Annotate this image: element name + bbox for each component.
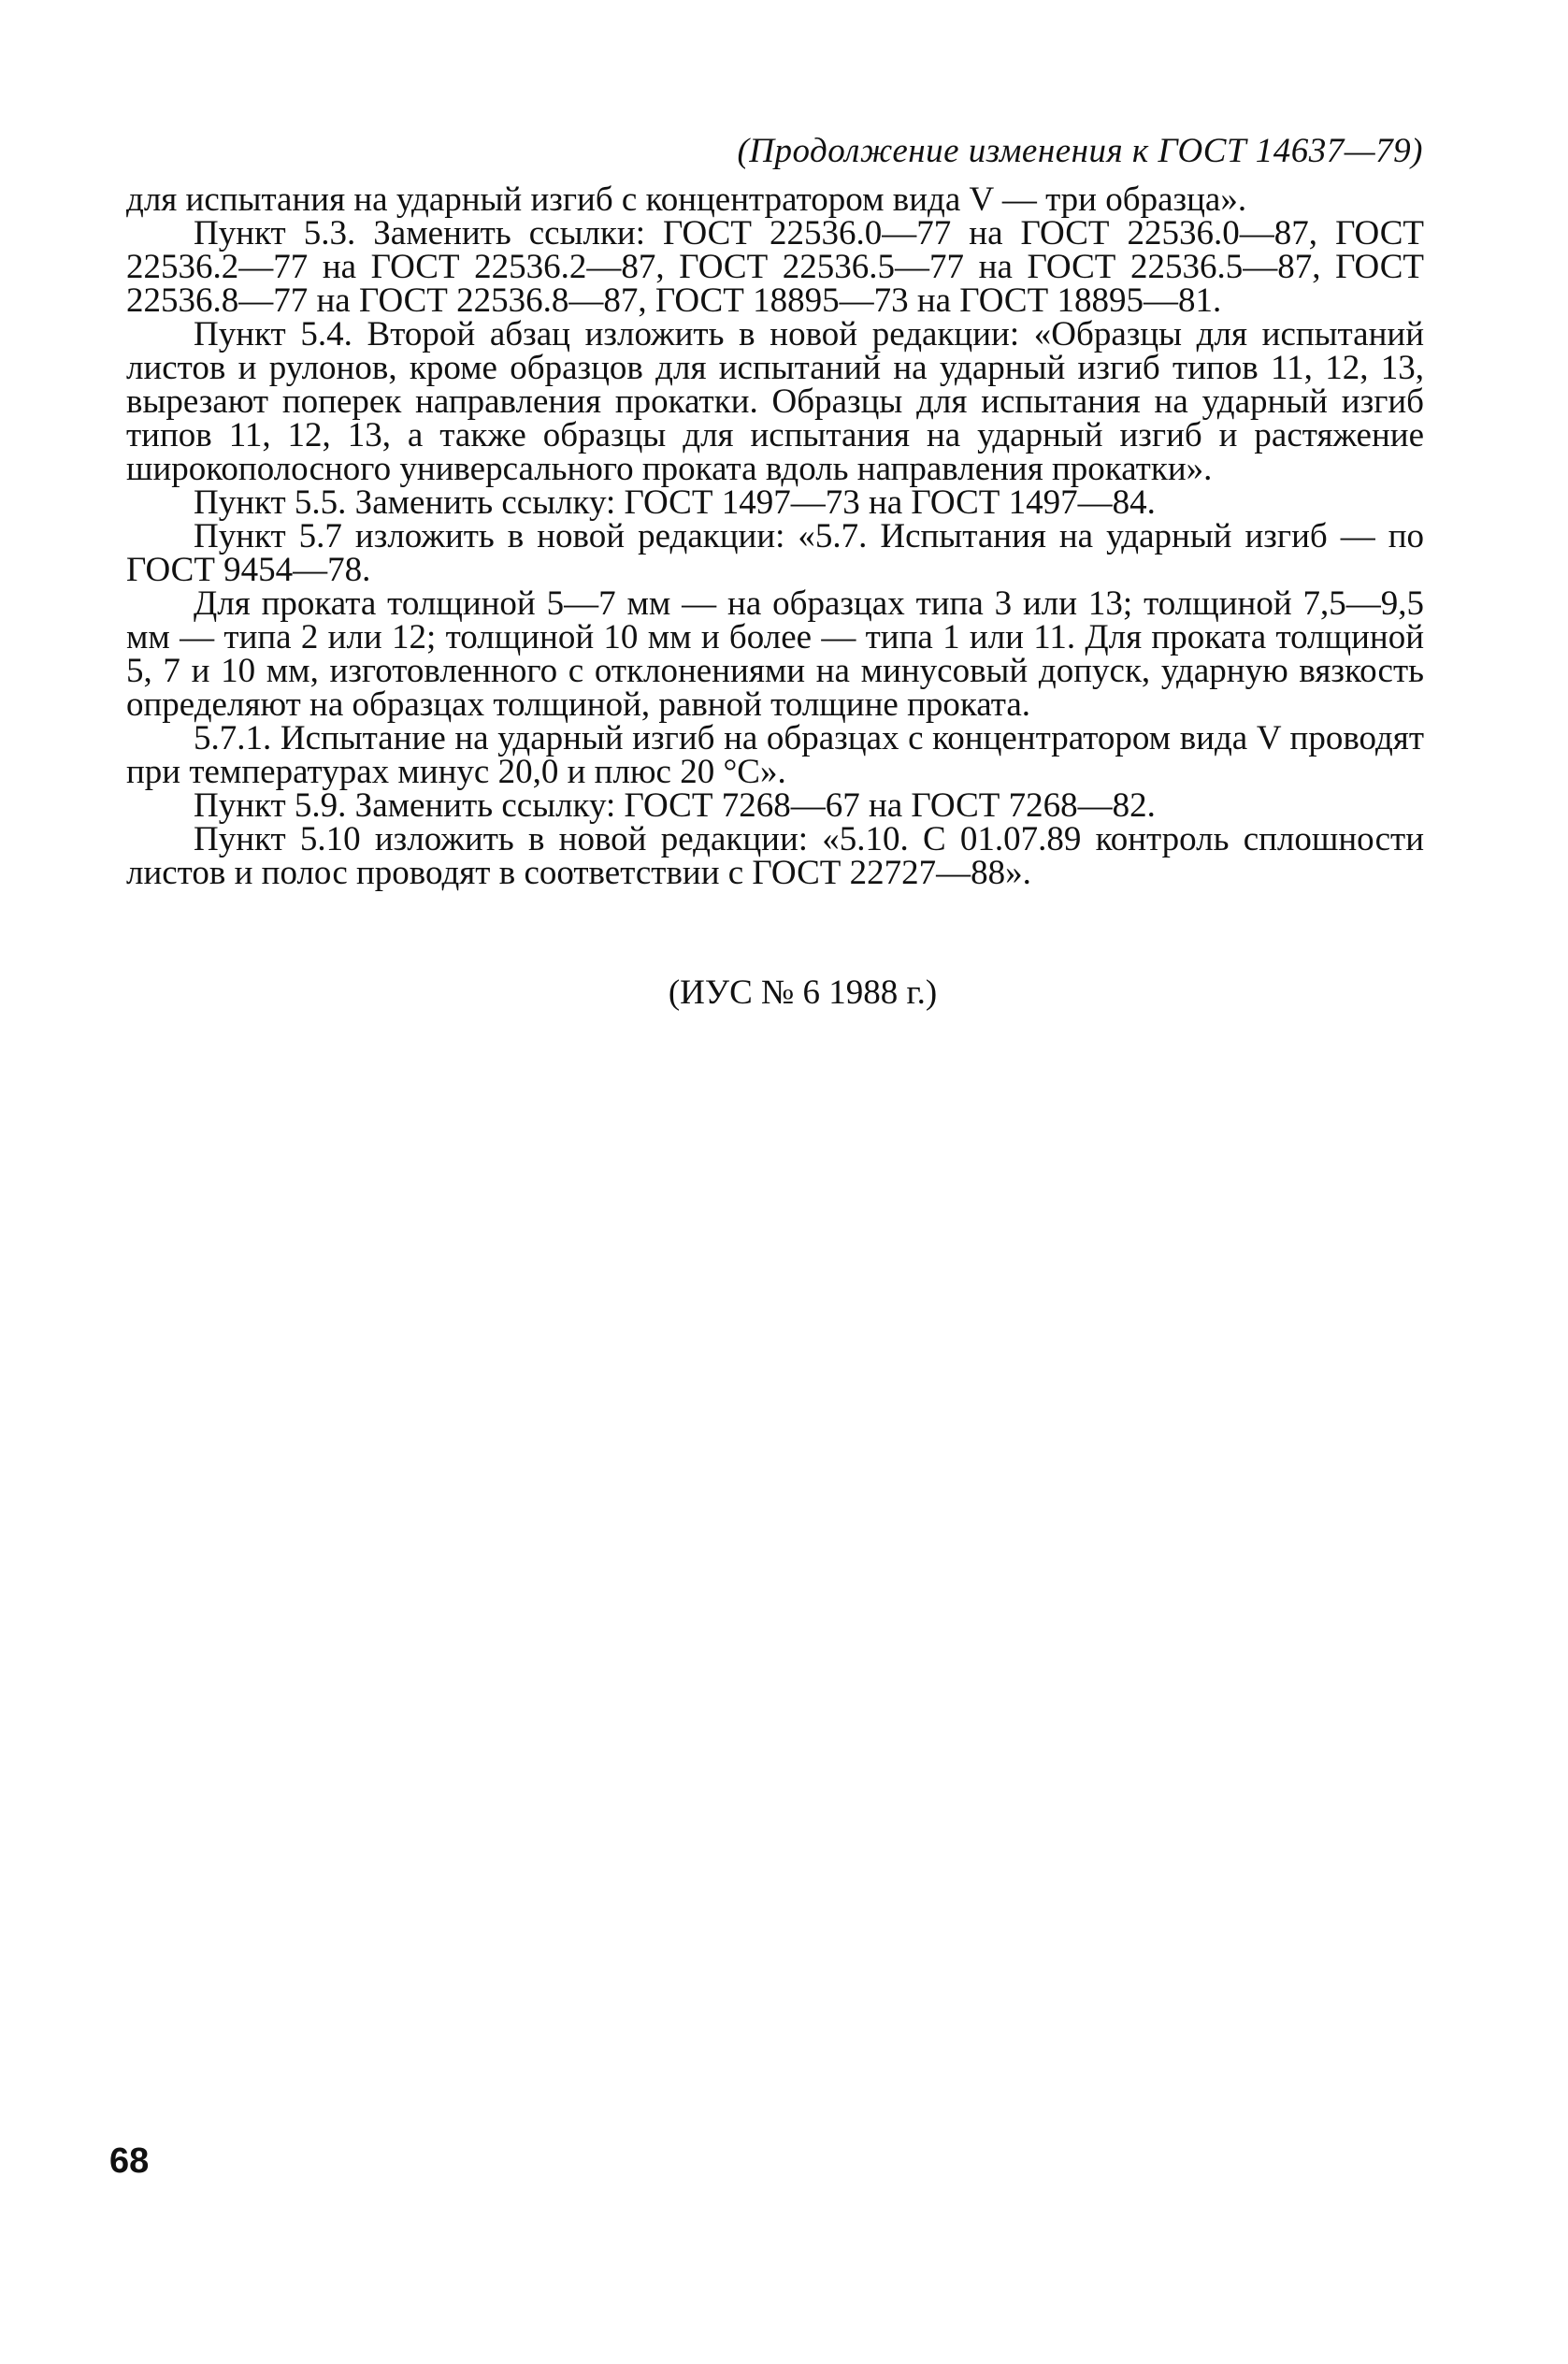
amendment-body — [126, 180, 1424, 892]
paragraph-continuation: для испытания на ударный изгиб с концентратором вида V — три образца». — [126, 180, 1247, 219]
paragraph-item-5-10: Пункт 5.10 изложить в новой редакции: «5.10. С 01.07.89 контроль сплошности листов и полос проводят в соответствии с ГОСТ 22727—88». — [126, 820, 1424, 892]
paragraph-thickness: Для проката толщиной 5—7 мм — на образцах типа 3 или 13; толщиной 7,5—9,5 мм — типа 2 или 12; толщиной 10 мм и более — типа 1 или 11. Для проката толщиной 5, 7 и 10 мм, изготовленного с отклонениями на минусовый допуск, ударную вязкость определяют на образцах толщиной, равной толщине проката. — [126, 584, 1424, 724]
continuation-header: (Продолжение изменения к ГОСТ 14637—79) — [737, 132, 1423, 170]
paragraph-item-5-5: Пункт 5.5. Заменить ссылку: ГОСТ 1497—73 на ГОСТ 1497—84. — [194, 483, 1156, 522]
paragraph-item-5-7: Пункт 5.7 изложить в новой редакции: «5.7. Испытания на ударный изгиб — по ГОСТ 9454—78. — [126, 517, 1424, 589]
paragraph-item-5-9: Пункт 5.9. Заменить ссылку: ГОСТ 7268—67 на ГОСТ 7268—82. — [194, 786, 1156, 825]
page-number: 68 — [109, 2141, 150, 2181]
paragraph-item-5-4: Пункт 5.4. Второй абзац изложить в новой редакции: «Образцы для испытаний листов и рулонов, кроме образцов для испытаний на ударный изгиб типов 11, 12, 13, вырезают поперек направления прокатки. Образцы для испытания на ударный изгиб типов 11, 12, 13, а также образцы для испытания на ударный изгиб и растяжение широкополосного универсального проката вдоль направления прокатки». — [126, 315, 1424, 488]
paragraph-item-5-7-1: 5.7.1. Испытание на ударный изгиб на образцах с концентратором вида V проводят при температурах минус 20,0 и плюс 20 °С». — [126, 719, 1424, 791]
ius-reference: (ИУС № 6 1988 г.) — [668, 973, 938, 1012]
paragraph-item-5-3: Пункт 5.3. Заменить ссылки: ГОСТ 22536.0—77 на ГОСТ 22536.0—87, ГОСТ 22536.2—77 на ГОСТ 22536.2—87, ГОСТ 22536.5—77 на ГОСТ 22536.5—87, ГОСТ 22536.8—77 на ГОСТ 22536.8—87, ГОСТ 18895—73 на ГОСТ 18895—81. — [126, 214, 1424, 320]
